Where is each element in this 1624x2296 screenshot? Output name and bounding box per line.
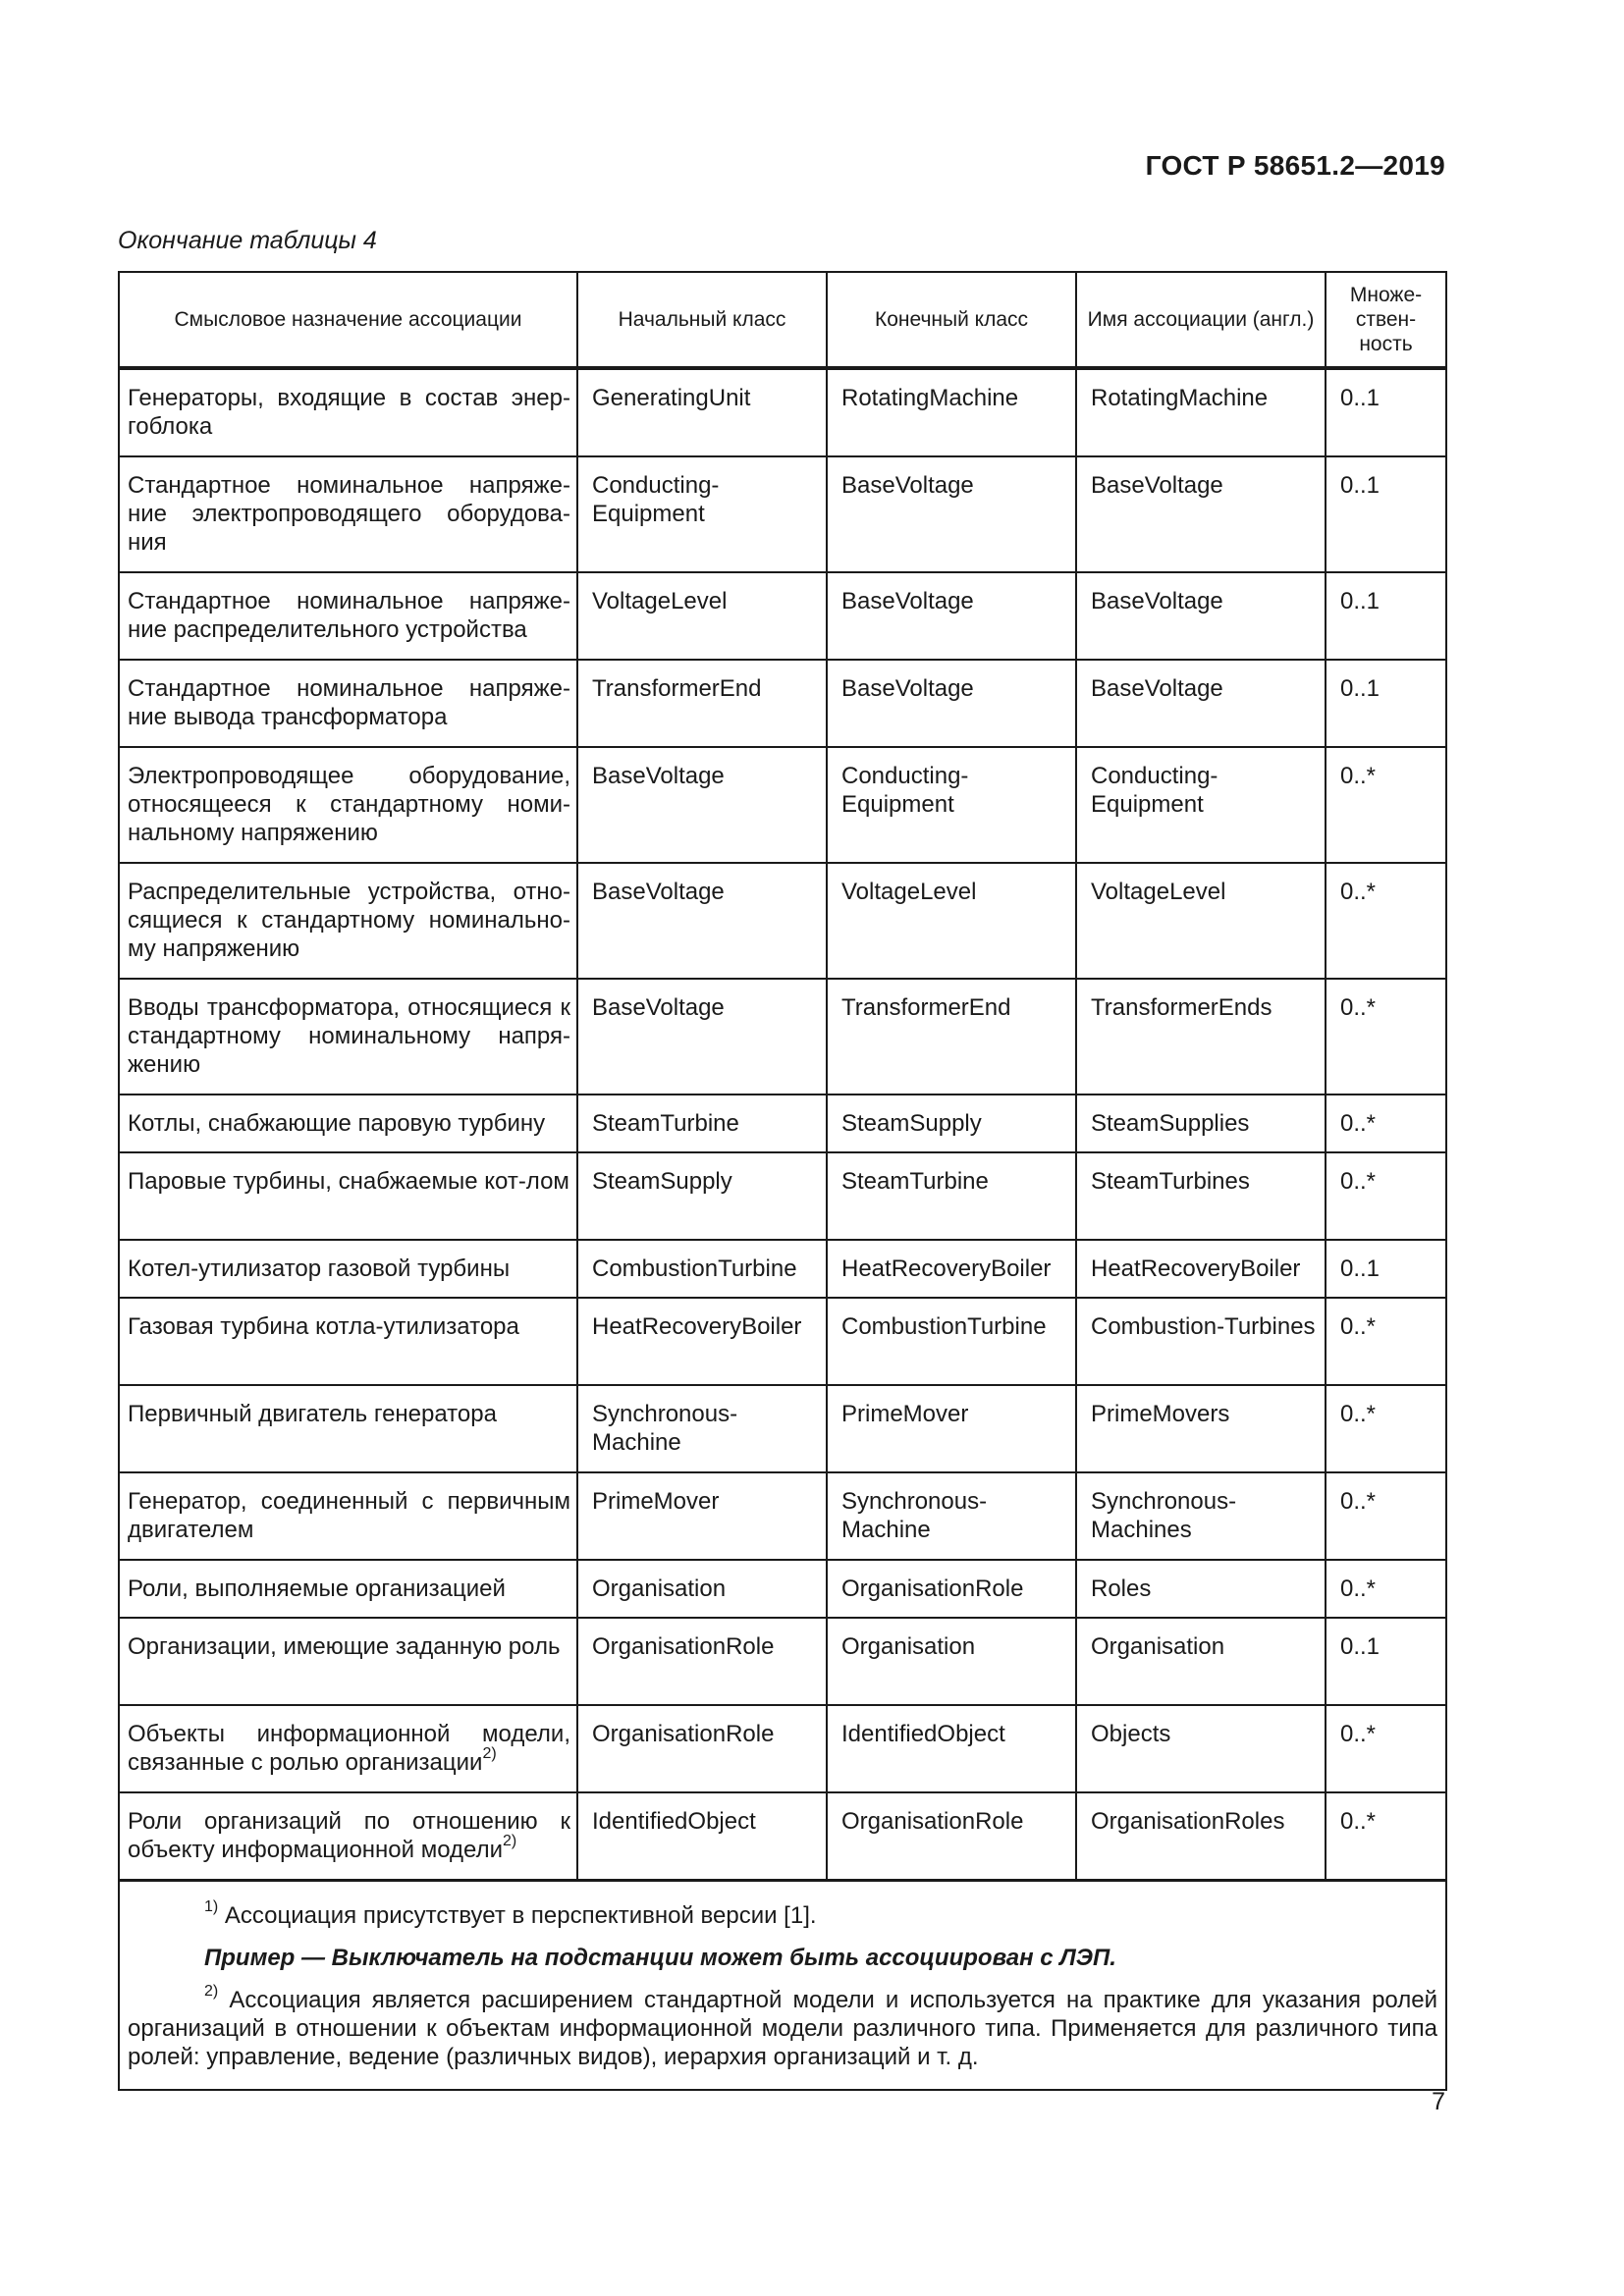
cell-end-class-text: BaseVoltage	[841, 675, 974, 702]
cell-association-name-text: PrimeMovers	[1091, 1401, 1230, 1427]
cell-end-class-text: SteamSupply	[841, 1110, 982, 1137]
cell-start-class-text: SteamTurbine	[592, 1110, 739, 1137]
cell-start-class-text: BaseVoltage	[592, 763, 725, 789]
cell-start-class-text: OrganisationRole	[592, 1721, 775, 1747]
cell-association-name	[1076, 456, 1326, 572]
cell-purpose	[119, 1385, 577, 1472]
example-note: Пример — Выключатель на подстанции может быть ассоциирован с ЛЭП.	[204, 1945, 1116, 1971]
table-row	[119, 368, 1446, 456]
cell-start-class	[577, 1095, 827, 1152]
cell-multiplicity	[1326, 1705, 1446, 1792]
cell-multiplicity	[1326, 456, 1446, 572]
table-row	[119, 979, 1446, 1095]
cell-association-name-text: SteamTurbines	[1091, 1168, 1250, 1195]
cell-purpose-text: Газовая турбина котла-утилизатора	[128, 1313, 519, 1340]
cell-multiplicity	[1326, 1152, 1446, 1240]
cell-end-class-text: IdentifiedObject	[841, 1721, 1005, 1747]
cell-association-name	[1076, 1618, 1326, 1705]
cell-purpose	[119, 863, 577, 979]
cell-purpose	[119, 1095, 577, 1152]
cell-multiplicity	[1326, 1095, 1446, 1152]
cell-multiplicity-text: 0..*	[1340, 1575, 1377, 1602]
table-row	[119, 747, 1446, 863]
cell-start-class	[577, 660, 827, 747]
cell-start-class	[577, 1298, 827, 1385]
cell-end-class	[827, 1792, 1076, 1881]
cell-start-class	[577, 863, 827, 979]
cell-multiplicity-text: 0..*	[1340, 763, 1377, 789]
cell-multiplicity-text: 0..1	[1340, 385, 1380, 411]
cell-end-class-text: Conducting-Equipment	[841, 763, 969, 818]
cell-multiplicity	[1326, 1472, 1446, 1560]
cell-association-name	[1076, 747, 1326, 863]
cell-association-name	[1076, 979, 1326, 1095]
table-row	[119, 1240, 1446, 1298]
cell-purpose	[119, 660, 577, 747]
cell-multiplicity-text: 0..*	[1340, 1808, 1377, 1835]
cell-end-class	[827, 572, 1076, 660]
cell-multiplicity-text: 0..*	[1340, 1313, 1377, 1340]
cell-end-class	[827, 660, 1076, 747]
cell-end-class	[827, 1298, 1076, 1385]
cell-association-name-text: Combustion-Turbines	[1091, 1313, 1316, 1340]
cell-end-class-text: BaseVoltage	[841, 588, 974, 614]
cell-end-class	[827, 1705, 1076, 1792]
cell-start-class	[577, 456, 827, 572]
cell-multiplicity-text: 0..*	[1340, 994, 1377, 1021]
cell-start-class-text: HeatRecoveryBoiler	[592, 1313, 802, 1340]
cell-association-name-text: BaseVoltage	[1091, 588, 1223, 614]
cell-start-class	[577, 1618, 827, 1705]
cell-purpose	[119, 1792, 577, 1881]
cell-purpose	[119, 747, 577, 863]
column-header-purpose: Смысловое назначение ассоциации	[119, 272, 577, 368]
table-row	[119, 1792, 1446, 1881]
cell-association-name-text: HeatRecoveryBoiler	[1091, 1255, 1301, 1282]
cell-multiplicity	[1326, 368, 1446, 456]
cell-end-class	[827, 1560, 1076, 1618]
cell-association-name	[1076, 863, 1326, 979]
cell-end-class-text: PrimeMover	[841, 1401, 969, 1427]
cell-multiplicity-text: 0..*	[1340, 1488, 1377, 1515]
cell-end-class-text: OrganisationRole	[841, 1808, 1024, 1835]
column-header-association-name: Имя ассоциации (англ.)	[1076, 272, 1326, 368]
cell-multiplicity	[1326, 1298, 1446, 1385]
cell-end-class	[827, 1472, 1076, 1560]
footnote-1-text: Ассоциация присутствует в перспективной версии [1].	[224, 1902, 817, 1929]
cell-multiplicity-text: 0..1	[1340, 1255, 1380, 1282]
cell-start-class-text: Synchronous-Machine	[592, 1401, 738, 1456]
table-caption: Окончание таблицы 4	[118, 227, 377, 254]
cell-end-class-text: Synchronous-Machine	[841, 1488, 988, 1543]
page-number: 7	[1432, 2088, 1445, 2115]
table-row	[119, 1298, 1446, 1385]
cell-start-class	[577, 1385, 827, 1472]
cell-purpose	[119, 1472, 577, 1560]
cell-association-name-text: SteamSupplies	[1091, 1110, 1250, 1137]
cell-end-class	[827, 1240, 1076, 1298]
table-row	[119, 1472, 1446, 1560]
cell-end-class	[827, 1618, 1076, 1705]
cell-start-class-text: VoltageLevel	[592, 588, 728, 614]
table-row	[119, 1095, 1446, 1152]
cell-multiplicity	[1326, 747, 1446, 863]
cell-purpose-text: Первичный двигатель генератора	[128, 1401, 497, 1427]
cell-association-name-text: Organisation	[1091, 1633, 1225, 1660]
cell-multiplicity-text: 0..*	[1340, 1401, 1377, 1427]
cell-purpose	[119, 1705, 577, 1792]
footnote-2	[128, 1983, 1438, 2071]
cell-multiplicity-text: 0..1	[1340, 588, 1380, 614]
cell-start-class	[577, 747, 827, 863]
cell-multiplicity	[1326, 979, 1446, 1095]
cell-start-class-text: TransformerEnd	[592, 675, 762, 702]
cell-end-class-text: CombustionTurbine	[841, 1313, 1047, 1340]
cell-association-name-text: Synchronous-Machines	[1091, 1488, 1237, 1543]
cell-start-class	[577, 572, 827, 660]
cell-start-class	[577, 1705, 827, 1792]
cell-association-name	[1076, 1560, 1326, 1618]
cell-purpose-text: Распределительные устройства, отно-сящиеся к стандартному номинально-му напряжению	[128, 879, 570, 962]
cell-association-name-text: VoltageLevel	[1091, 879, 1226, 905]
table-row	[119, 660, 1446, 747]
cell-association-name-text: RotatingMachine	[1091, 385, 1269, 411]
cell-multiplicity	[1326, 660, 1446, 747]
table-row	[119, 863, 1446, 979]
cell-start-class	[577, 368, 827, 456]
cell-start-class-text: GeneratingUnit	[592, 385, 751, 411]
cell-multiplicity	[1326, 1792, 1446, 1881]
cell-start-class	[577, 979, 827, 1095]
cell-end-class	[827, 1152, 1076, 1240]
cell-multiplicity-text: 0..1	[1340, 675, 1380, 702]
table-row	[119, 1705, 1446, 1792]
cell-purpose-text: Стандартное номинальное напряже-ние вывода трансформатора	[128, 675, 570, 730]
cell-purpose-text: Стандартное номинальное напряже-ние распределительного устройства	[128, 588, 570, 643]
cell-purpose-text: Объекты информационной модели, связанные с ролью организации	[128, 1721, 570, 1776]
cell-end-class	[827, 456, 1076, 572]
footnote-mark: 2)	[503, 1833, 517, 1849]
cell-association-name-text: BaseVoltage	[1091, 675, 1223, 702]
cell-association-name-text: TransformerEnds	[1091, 994, 1272, 1021]
cell-start-class-text: IdentifiedObject	[592, 1808, 756, 1835]
cell-multiplicity	[1326, 863, 1446, 979]
cell-purpose-text: Роли организаций по отношению к объекту информационной модели	[128, 1808, 570, 1863]
notes-cell	[119, 1881, 1446, 2091]
cell-purpose-text: Паровые турбины, снабжаемые кот-лом	[128, 1168, 569, 1195]
cell-association-name-text: Conducting-Equipment	[1091, 763, 1218, 818]
cell-association-name	[1076, 1705, 1326, 1792]
cell-association-name-text: BaseVoltage	[1091, 472, 1223, 499]
cell-end-class	[827, 1385, 1076, 1472]
cell-purpose-text: Электропроводящее оборудование, относящееся к стандартному номи-нальному напряжению	[128, 763, 570, 846]
cell-association-name-text: Objects	[1091, 1721, 1171, 1747]
cell-start-class	[577, 1792, 827, 1881]
cell-end-class-text: SteamTurbine	[841, 1168, 989, 1195]
cell-purpose	[119, 1152, 577, 1240]
table-row	[119, 572, 1446, 660]
cell-start-class-text: Conducting-Equipment	[592, 472, 720, 527]
cell-multiplicity	[1326, 1240, 1446, 1298]
cell-purpose	[119, 979, 577, 1095]
table-row	[119, 1618, 1446, 1705]
cell-multiplicity	[1326, 1618, 1446, 1705]
cell-end-class-text: VoltageLevel	[841, 879, 977, 905]
cell-start-class	[577, 1472, 827, 1560]
cell-start-class	[577, 1240, 827, 1298]
cell-multiplicity-text: 0..*	[1340, 1110, 1377, 1137]
cell-start-class	[577, 1560, 827, 1618]
cell-end-class	[827, 1095, 1076, 1152]
cell-purpose	[119, 572, 577, 660]
table-body	[119, 368, 1446, 1881]
cell-purpose-text: Котлы, снабжающие паровую турбину	[128, 1110, 546, 1137]
cell-association-name-text: Roles	[1091, 1575, 1152, 1602]
cell-end-class-text: RotatingMachine	[841, 385, 1019, 411]
table-row	[119, 1560, 1446, 1618]
cell-end-class	[827, 747, 1076, 863]
cell-association-name	[1076, 1298, 1326, 1385]
footnote-1	[128, 1898, 1437, 1930]
cell-multiplicity	[1326, 1560, 1446, 1618]
notes-row	[119, 1881, 1446, 2091]
document-id: ГОСТ Р 58651.2—2019	[1145, 150, 1445, 181]
table-row	[119, 456, 1446, 572]
cell-purpose	[119, 456, 577, 572]
cell-multiplicity-text: 0..1	[1340, 472, 1380, 499]
cell-multiplicity	[1326, 1385, 1446, 1472]
column-header-start-class: Начальный класс	[577, 272, 827, 368]
cell-association-name	[1076, 368, 1326, 456]
associations-table	[118, 271, 1447, 2091]
cell-association-name	[1076, 1385, 1326, 1472]
cell-start-class-text: SteamSupply	[592, 1168, 732, 1195]
cell-purpose	[119, 368, 577, 456]
cell-purpose-text: Роли, выполняемые организацией	[128, 1575, 506, 1602]
cell-multiplicity-text: 0..1	[1340, 1633, 1380, 1660]
cell-association-name	[1076, 1472, 1326, 1560]
cell-purpose-text: Организации, имеющие заданную роль	[128, 1633, 561, 1660]
cell-association-name	[1076, 1152, 1326, 1240]
cell-end-class	[827, 368, 1076, 456]
table-row	[119, 1385, 1446, 1472]
cell-end-class-text: BaseVoltage	[841, 472, 974, 499]
cell-purpose	[119, 1618, 577, 1705]
footnote-2-text: Ассоциация является расширением стандартной модели и используется на практике для указания ролей организаций в отношении к объектам информационной модели различного типа. Применяется для различного типа ролей: управление, ведение (различных видов), иерархия организаций и т. д.	[128, 1987, 1438, 2070]
cell-start-class-text: BaseVoltage	[592, 879, 725, 905]
cell-purpose-text: Стандартное номинальное напряже-ние электропроводящего оборудова-ния	[128, 472, 570, 556]
footnote-mark: 1)	[204, 1898, 219, 1915]
cell-multiplicity-text: 0..*	[1340, 879, 1377, 905]
cell-purpose-text: Генератор, соединенный с первичным двигателем	[128, 1488, 570, 1543]
cell-start-class-text: Organisation	[592, 1575, 727, 1602]
cell-association-name-text: OrganisationRoles	[1091, 1808, 1285, 1835]
footnote-mark: 2)	[482, 1745, 497, 1762]
cell-end-class-text: OrganisationRole	[841, 1575, 1024, 1602]
cell-multiplicity-text: 0..*	[1340, 1721, 1377, 1747]
cell-purpose-text: Вводы трансформатора, относящиеся к стандартному номинальному напря-жению	[128, 994, 570, 1078]
cell-purpose	[119, 1240, 577, 1298]
cell-purpose-text: Генераторы, входящие в состав энер-гоблока	[128, 385, 570, 440]
footnote-mark: 2)	[204, 1983, 219, 2000]
cell-purpose	[119, 1560, 577, 1618]
cell-association-name	[1076, 1095, 1326, 1152]
column-header-end-class: Конечный класс	[827, 272, 1076, 368]
table-header-row	[119, 272, 1446, 368]
cell-start-class-text: PrimeMover	[592, 1488, 720, 1515]
cell-start-class-text: OrganisationRole	[592, 1633, 775, 1660]
cell-end-class	[827, 863, 1076, 979]
cell-association-name	[1076, 660, 1326, 747]
cell-purpose-text: Котел-утилизатор газовой турбины	[128, 1255, 511, 1282]
cell-end-class	[827, 979, 1076, 1095]
cell-start-class-text: BaseVoltage	[592, 994, 725, 1021]
cell-end-class-text: Organisation	[841, 1633, 976, 1660]
cell-end-class-text: HeatRecoveryBoiler	[841, 1255, 1052, 1282]
column-header-multiplicity: Множе-ствен-ность	[1326, 272, 1446, 368]
cell-start-class	[577, 1152, 827, 1240]
cell-multiplicity-text: 0..*	[1340, 1168, 1377, 1195]
cell-association-name	[1076, 1792, 1326, 1881]
cell-association-name	[1076, 572, 1326, 660]
cell-multiplicity	[1326, 572, 1446, 660]
table-row	[119, 1152, 1446, 1240]
cell-end-class-text: TransformerEnd	[841, 994, 1011, 1021]
cell-start-class-text: CombustionTurbine	[592, 1255, 797, 1282]
cell-association-name	[1076, 1240, 1326, 1298]
cell-purpose	[119, 1298, 577, 1385]
